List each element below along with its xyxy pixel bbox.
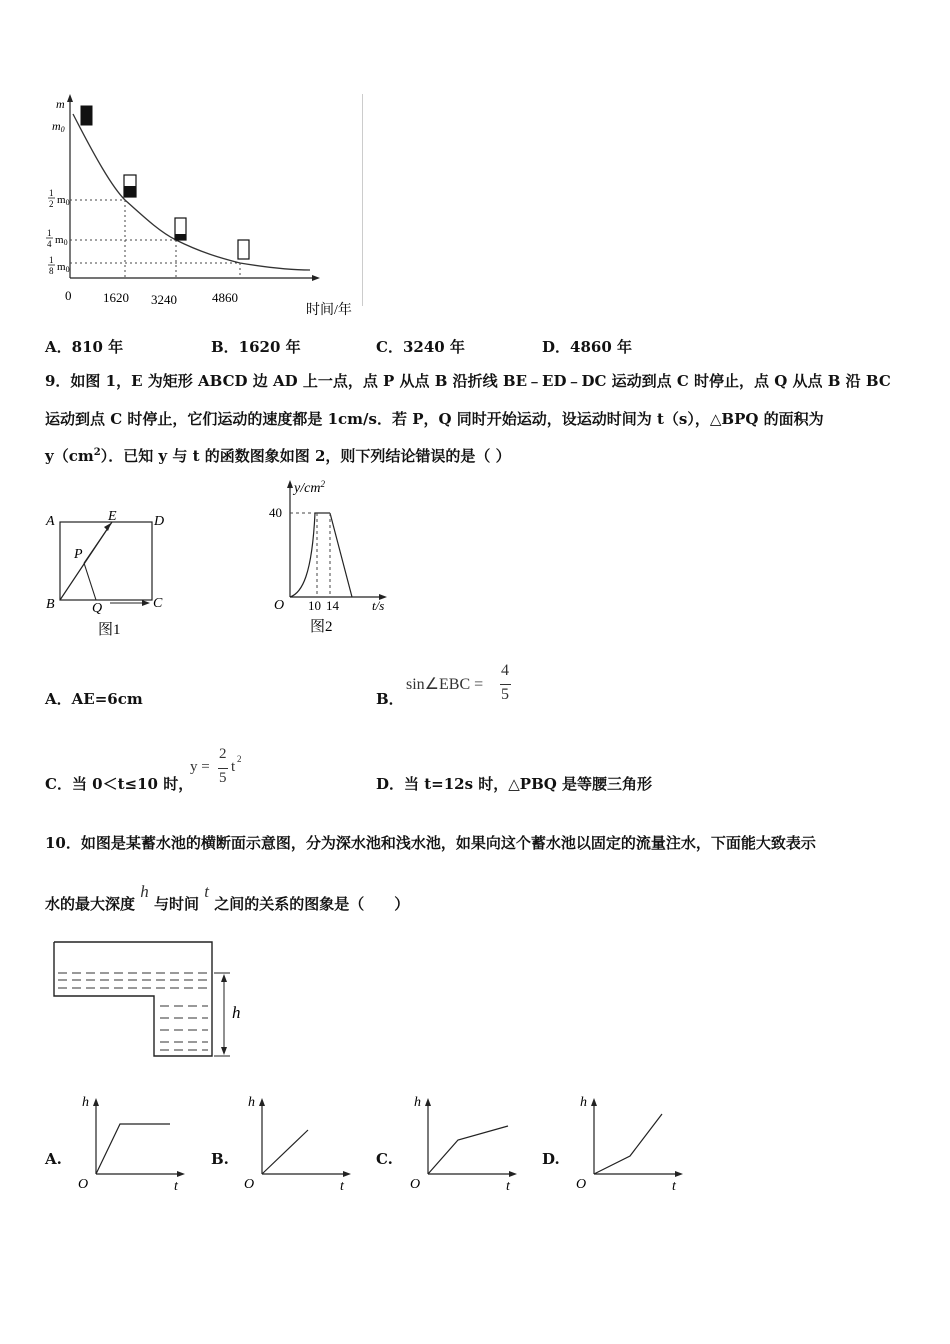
graph-a-x-label: t (174, 1179, 178, 1192)
m0-label: m0 (52, 119, 65, 134)
sample-quarter-icon (175, 218, 186, 240)
q10-graph-d[interactable] (570, 1092, 690, 1192)
q8-option-a[interactable]: A．810 年 (45, 338, 124, 356)
half-num: 1 (49, 188, 54, 198)
q10-graph-c[interactable] (404, 1092, 524, 1192)
figure-2-graph (262, 475, 402, 640)
q10-option-a-label[interactable]: A. (45, 1150, 62, 1168)
sample-full-icon (81, 106, 92, 125)
q10-option-d-label[interactable]: D. (542, 1150, 560, 1168)
x-axis-label: 时间/年 (306, 303, 352, 318)
fig2-tick-14: 14 (326, 598, 339, 613)
q9-text-line2: 运动到点 C 时停止，它们运动的速度都是 1cm/s．若 P，Q 同时开始运动，设运动时间为 t（s），△BPQ 的面积为 (45, 410, 824, 428)
pool-h-label: h (232, 1003, 241, 1022)
fig1-label-a: A (46, 514, 55, 529)
graph-c-origin: O (410, 1177, 421, 1192)
origin-label: 0 (65, 288, 72, 303)
q9-text-line1: 9．如图 1，E 为矩形 ABCD 边 AD 上一点，点 P 从点 B 沿折线 BE﹣ED﹣DC 运动到点 C 时停止，点 Q 从点 B 沿 BC (45, 372, 891, 390)
fig2-y-value: 40 (269, 505, 282, 520)
q9-text-line3: $y(cm^2)$．已知 y 与 t 的函数图象如图 2，则下列结论错误的是（ ） (45, 447, 511, 465)
graph-c-x-label: t (506, 1179, 510, 1192)
sample-half-icon (124, 175, 136, 197)
svg-text:m0: m0 (55, 234, 68, 247)
q10-text-line1: 10．如图是某蓄水池的横断面示意图，分为深水池和浅水池，如果向这个蓄水池以固定的流量注水，下面能大致表示 (45, 834, 816, 852)
decay-graph (40, 92, 370, 322)
graph-b-x-label: t (340, 1179, 344, 1192)
fig2-origin: O (274, 598, 285, 613)
graph-b-y-label: h (248, 1095, 255, 1110)
q9-option-d[interactable]: D．当 t=12s 时，△PBQ 是等腰三角形 (376, 775, 653, 793)
fig1-label-b: B (46, 597, 55, 612)
fig1-label-e: E (108, 509, 117, 524)
q10-graph-b[interactable] (238, 1092, 358, 1192)
tick-4860: 4860 (212, 290, 238, 305)
graph-a-origin: O (78, 1177, 89, 1192)
fig2-caption: 图2 (310, 619, 333, 635)
quarter-den: 4 (47, 239, 52, 249)
y-axis-label: m (56, 97, 65, 111)
sample-eighth-icon (238, 240, 249, 259)
q9-option-c[interactable]: C．当 0＜t≤10 时， (45, 775, 194, 793)
graph-c-y-label: h (414, 1095, 421, 1110)
fig2-x-label: t/s (372, 598, 385, 613)
q10-graph-a[interactable] (72, 1092, 192, 1192)
svg-text:m0: m0 (57, 261, 70, 274)
half-den: 2 (49, 199, 54, 209)
svg-text:m0: m0 (57, 194, 70, 207)
fig1-caption: 图1 (98, 622, 121, 638)
q8-option-d[interactable]: D．4860 年 (542, 338, 632, 356)
fig2-tick-10: 10 (308, 598, 321, 613)
fig1-label-q: Q (92, 601, 103, 616)
figure-1-rectangle (40, 500, 180, 640)
pool-cross-section (50, 938, 260, 1063)
graph-d-y-label: h (580, 1095, 587, 1110)
fig2-y-label: $y/cm^2$ (294, 479, 325, 496)
q10-text-line2: 水的最大深度 h 与时间 t 之间的关系的图象是（ ） (45, 882, 410, 913)
graph-a-y-label: h (82, 1095, 89, 1110)
graph-b-origin: O (244, 1177, 255, 1192)
q8-option-c[interactable]: C．3240 年 (376, 338, 465, 356)
q9-option-b[interactable]: B． (376, 690, 404, 708)
q10-option-b-label[interactable]: B. (211, 1150, 229, 1168)
tick-3240: 3240 (151, 292, 177, 307)
q8-option-b[interactable]: B．1620 年 (211, 338, 301, 356)
fig1-label-d: D (154, 514, 165, 529)
quarter-num: 1 (47, 228, 52, 238)
fig1-label-p: P (74, 547, 83, 562)
eighth-den: 8 (49, 266, 54, 276)
tick-1620: 1620 (103, 290, 129, 305)
eighth-num: 1 (49, 255, 54, 265)
fig1-label-c: C (153, 596, 163, 611)
q10-option-c-label[interactable]: C. (376, 1150, 393, 1168)
graph-d-origin: O (576, 1177, 587, 1192)
q9-option-a[interactable]: A．AE=6cm (45, 690, 143, 708)
graph-d-x-label: t (672, 1179, 676, 1192)
